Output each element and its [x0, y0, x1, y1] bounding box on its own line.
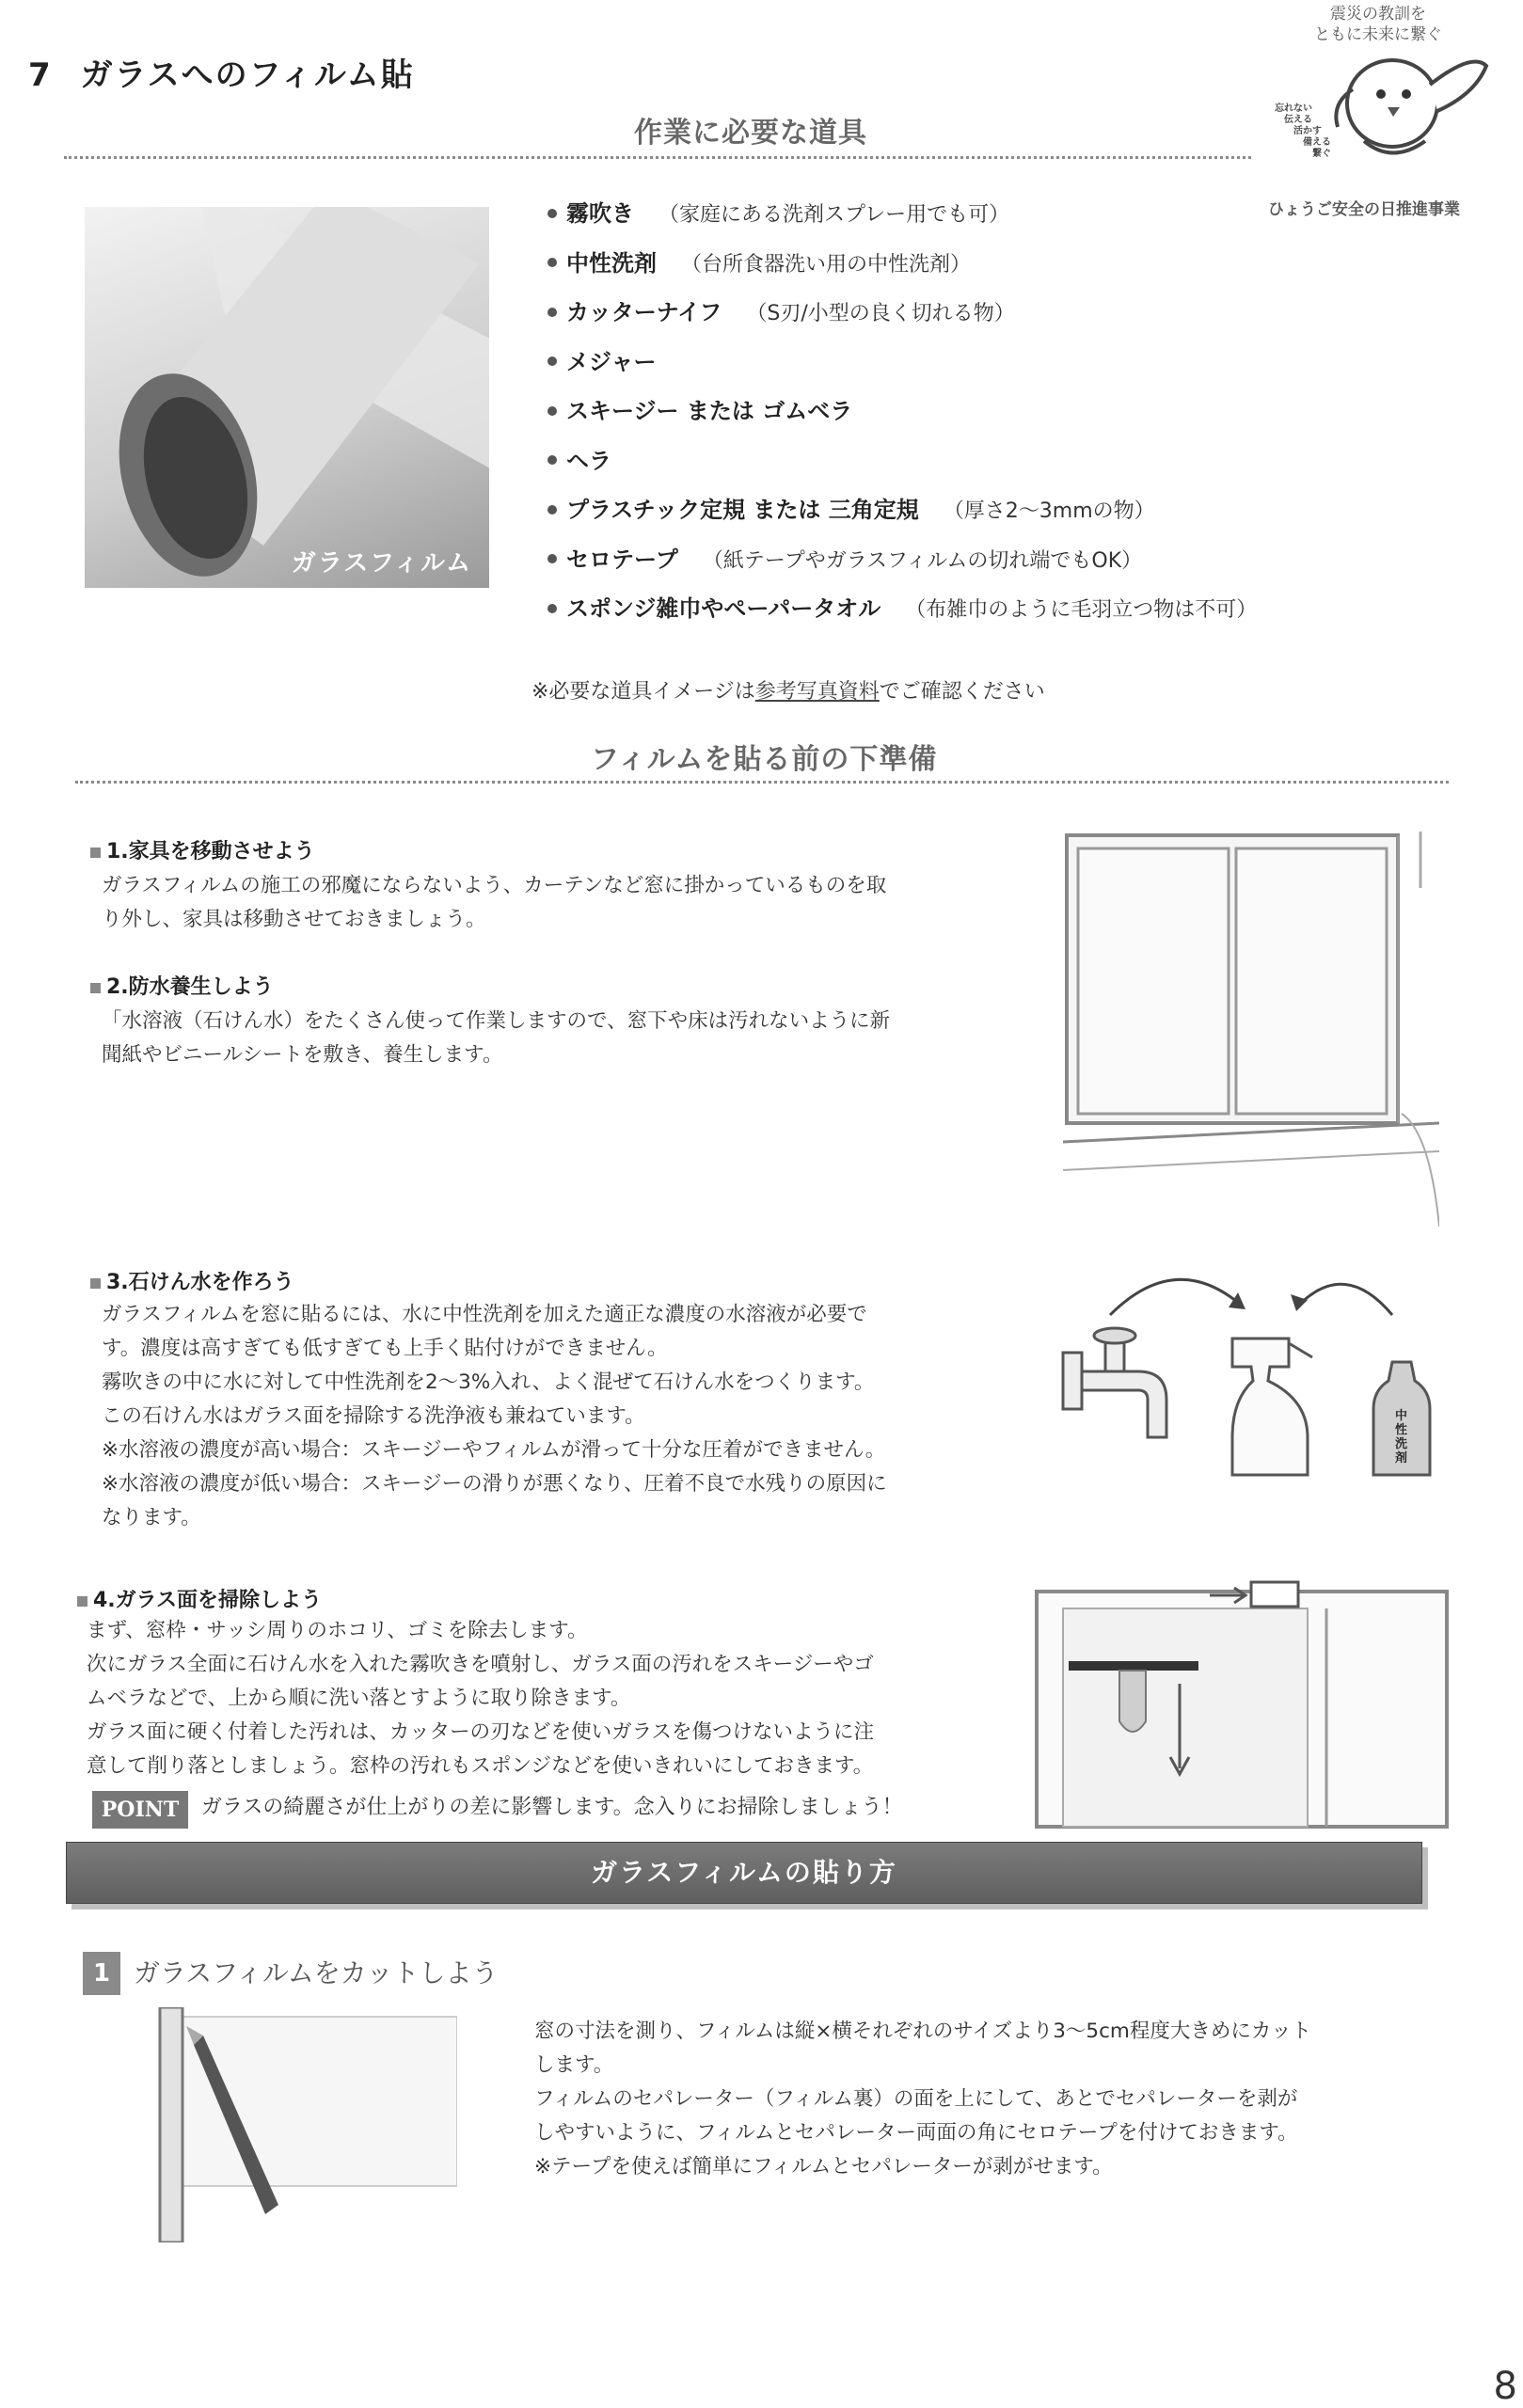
- soap-water-illustration: [1054, 1249, 1449, 1484]
- cutter-illustration: [137, 2007, 457, 2242]
- chapter-title: [28, 49, 415, 95]
- tools-footnote: [531, 675, 1045, 705]
- detergent-label: 中性洗剤: [1395, 1409, 1408, 1465]
- window-icon: [1063, 832, 1439, 1227]
- tool-name: メジャー: [566, 348, 657, 375]
- tool-item: [546, 546, 1257, 595]
- tool-name: 霧吹き: [566, 200, 634, 227]
- tool-note: （S刃/小型の良く切れる物）: [746, 302, 1015, 325]
- tool-item: [546, 298, 1257, 348]
- apply-banner: [66, 1842, 1422, 1904]
- prep-heading: フィルムを貼る前の下準備: [591, 743, 938, 776]
- footnote-post: でご確認ください: [879, 680, 1045, 704]
- step-1-title: 1.家具を移動させよう: [106, 840, 315, 863]
- tool-name: カッターナイフ: [566, 299, 722, 325]
- tool-item: [546, 397, 1257, 447]
- point-badge: POINT: [92, 1791, 188, 1829]
- page-number: 8: [1493, 2365, 1517, 2408]
- tool-name: 中性洗剤: [566, 249, 657, 277]
- point-text: ガラスの綺麗さが仕上がりの差に影響します。念入りにお掃除しましょう！: [201, 1796, 903, 1819]
- step-4-body: まず、窓枠・サッシ周りのホコリ、ゴミを除去します。 次にガラス全面に石けん水を入れた霧吹きを噴射し、ガラス面の汚れをスキージーやゴ ムベラなどで、上から順に洗い落とすように取り除きます。 ガラス面に硬く付着した汚れは、カッターの刃などを使いガラスを傷つけないように注 意して削り落としましょう。窓枠の汚れもスポンジなどを使いきれいにしておきます。: [87, 1619, 874, 1778]
- tool-item: [546, 496, 1257, 546]
- logo-top-text-1: 震災の教訓を: [1330, 5, 1426, 24]
- apply-banner-title: ガラスフィルムの貼り方: [591, 1857, 897, 1888]
- tool-note: （台所食器洗い用の中性洗剤）: [681, 252, 972, 277]
- step-1-heading: [90, 835, 315, 864]
- logo-line-2: 伝える: [1284, 115, 1312, 125]
- squeegee-icon: [1035, 1580, 1449, 1830]
- logo-line-4: 備える: [1303, 137, 1331, 148]
- tool-item: [546, 348, 1257, 398]
- tool-note: （家庭にある洗剤スプレー用でも可）: [658, 203, 1010, 227]
- reference-photo-link[interactable]: 参考写真資料: [754, 680, 880, 704]
- step-2-title: 2.防水養生しよう: [106, 975, 274, 999]
- chapter-title-text: ガラスへのフィルム貼: [80, 56, 415, 94]
- mascot-bird-icon: [1251, 0, 1505, 193]
- squeegee-illustration: [1035, 1580, 1449, 1830]
- film-roll-icon: [85, 207, 489, 588]
- tool-list: [546, 199, 1257, 644]
- step-3-title: 3.石けん水を作ろう: [106, 1271, 294, 1294]
- chapter-number: 7: [28, 56, 53, 94]
- apply-step-number: 1: [83, 1952, 120, 1995]
- faucet-spray-detergent-icon: [1054, 1249, 1449, 1484]
- tool-name: スポンジ雑巾やペーパータオル: [566, 595, 881, 622]
- step-4-title: 4.ガラス面を掃除しよう: [93, 1589, 323, 1612]
- logo-line-1: 忘れない: [1275, 103, 1312, 114]
- apply-step-title: ガラスフィルムをカットしよう: [134, 1957, 499, 1988]
- tool-name: ヘラ: [566, 447, 611, 474]
- logo-line-3: 活かす: [1293, 126, 1322, 136]
- step-4-heading: [77, 1584, 322, 1613]
- tool-note: （紙テープやガラスフィルムの切れ端でもOK）: [702, 548, 1143, 573]
- tools-heading: 作業に必要な道具: [634, 117, 867, 150]
- tools-divider: [64, 156, 1251, 159]
- hyogo-safety-logo: [1251, 0, 1505, 216]
- step-3-heading: [90, 1266, 294, 1295]
- tool-name: プラスチック定規 または 三角定規: [566, 497, 919, 523]
- apply-step-body: 窓の寸法を測り、フィルムは縦×横それぞれのサイズより3～5cm程度大きめにカット します。 フィルムのセパレーター（フィルム裏）の面を上にして、あとでセパレーターを剥が しやすいように、フィルムとセパレーター両面の角にセロテープを付けておきます。 ※テープを使えば簡単にフィルムとセパレーターが剥がせます。: [534, 2020, 1312, 2178]
- glass-film-photo: [85, 207, 489, 588]
- tool-name: セロテープ: [566, 546, 678, 573]
- tool-note: （布雑巾のように毛羽立つ物は不可）: [905, 598, 1258, 622]
- tool-item: [546, 249, 1257, 299]
- step-2-body: 「水溶液（石けん水）をたくさん使って作業しますので、窓下や床は汚れないように新 聞紙やビニールシートを敷き、養生します。: [102, 1009, 891, 1067]
- step-1-body: ガラスフィルムの施工の邪魔にならないよう、カーテンなど窓に掛かっているものを取 り外し、家具は移動させておきましょう。: [102, 874, 887, 931]
- step-3-body: ガラスフィルムを窓に貼るには、水に中性洗剤を加えた適正な濃度の水溶液が必要で す。濃度は高すぎても低すぎても上手く貼付けができません。 霧吹きの中に水に対して中性洗剤を2～3%入れ、よく混ぜて石けん水をつくります。 この石けん水はガラス面を掃除する洗浄液も兼ねています。 ※水溶液の濃度が高い場合：スキージーやフィルムが滑って十分な圧着ができません。 ※水溶液の濃度が低い場合：スキージーの滑りが悪くなり、圧着不良で水残りの原因に なります。: [102, 1303, 887, 1529]
- tool-note: （厚さ2～3mmの物）: [943, 499, 1155, 523]
- logo-top-text-2: ともに未来に繋ぐ: [1314, 25, 1442, 44]
- tool-item: [546, 199, 1257, 249]
- window-illustration: [1063, 832, 1439, 1227]
- tool-name: スキージー または ゴムベラ: [566, 398, 853, 424]
- logo-line-5: 繋ぐ: [1312, 149, 1331, 159]
- prep-divider: [75, 781, 1449, 784]
- cutter-knife-icon: [137, 2007, 457, 2242]
- photo-label: ガラスフィルム: [291, 549, 472, 578]
- tool-item: [546, 594, 1257, 644]
- footnote-pre: ※必要な道具イメージは: [531, 680, 755, 704]
- tool-item: [546, 447, 1257, 497]
- logo-caption: ひょうご安全の日推進事業: [1268, 200, 1460, 219]
- step-2-heading: [90, 971, 274, 1000]
